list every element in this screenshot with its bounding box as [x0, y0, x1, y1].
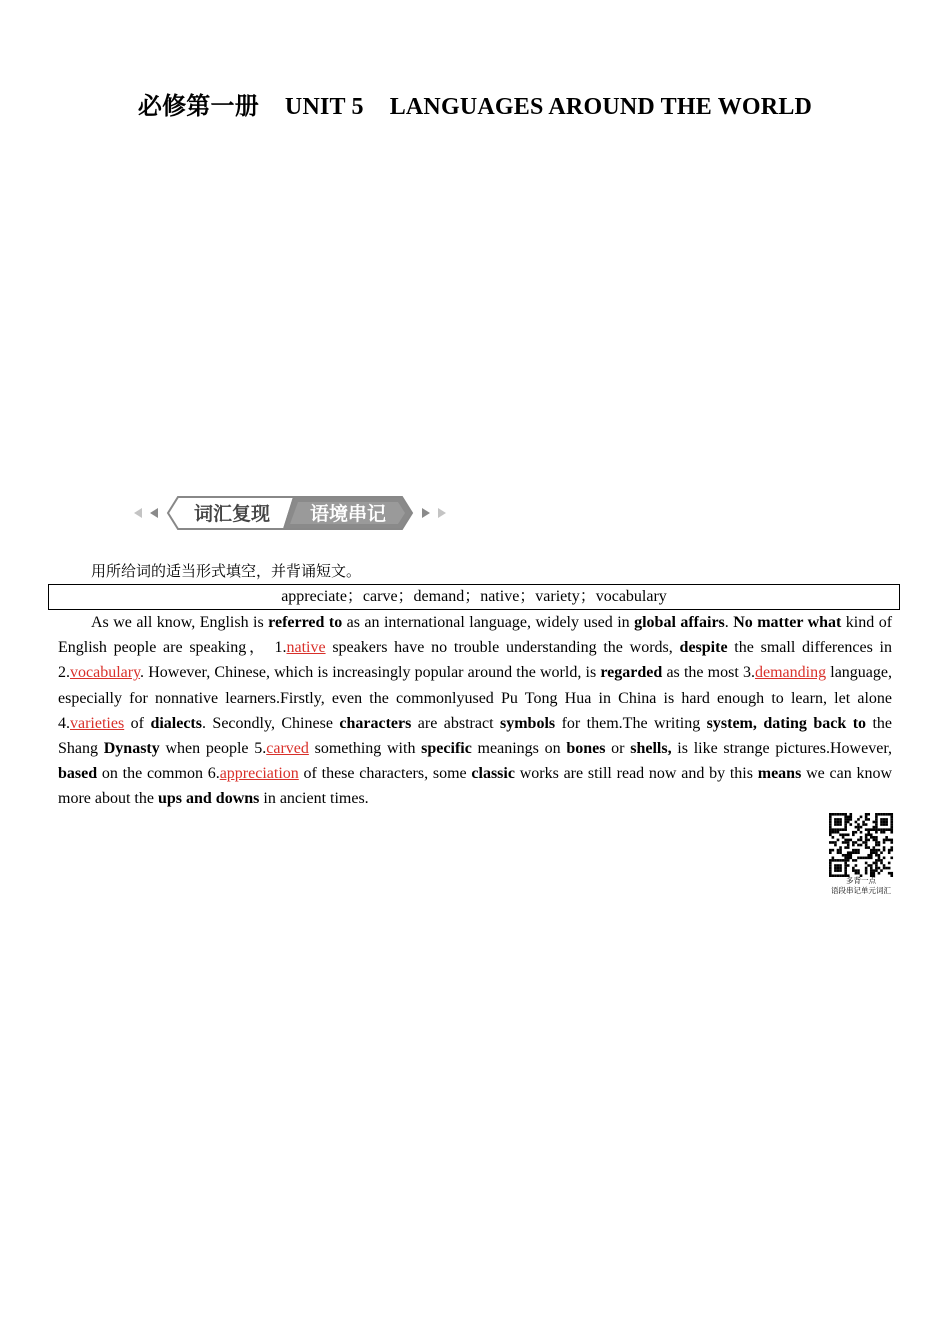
unit-label: UNIT 5 [284, 94, 364, 120]
right-arrows-icon [422, 508, 430, 518]
key-phrase: based [58, 765, 98, 783]
answer-3: demanding [754, 664, 827, 682]
key-phrase: specific [421, 740, 472, 758]
key-phrase: ups and downs [157, 790, 260, 808]
instruction: 用所给词的适当形式填空，并背诵短文。 [91, 562, 362, 580]
key-phrase: global affairs [634, 614, 725, 631]
key-phrase: referred to [268, 614, 343, 631]
qr-code-icon[interactable] [828, 813, 894, 877]
passage: As we all know, English is referred to as an international language, widely used in global affairs. No matter what kind of English people are speaking， 1.native speakers have no trouble understanding the words, despite the small differences in 2.vocabulary. However, Chinese, which is increasingly popular around the world, is regarded as the most 3.demanding language, especially for nonnative learners.Firstly, even the commonlyused Pu Tong Hua in China is hard enough to learn, let alone 4.varieties of dialects. Secondly, Chinese characters are abstract symbols for them.The writing system, dating back to the Shang Dynasty when people 5.carved something with specific meanings on bones or shells, is like strange pictures.However, based on the common 6.appreciation of these characters, some classic works are still read now and by this means we can know more about the ups and downs in ancient times. [58, 614, 893, 808]
key-phrase: symbols [500, 714, 556, 732]
key-phrase: means [757, 765, 802, 783]
key-phrase: despite [679, 639, 728, 657]
answer-1: native [286, 639, 326, 657]
answer-2: vocabulary [70, 664, 141, 682]
key-phrase: characters [339, 714, 412, 732]
banner-left-label: 词汇复现 [193, 503, 271, 525]
unit-title: LANGUAGES AROUND THE WORLD [389, 94, 813, 120]
page-title [0, 86, 950, 121]
banner-right-label: 语境串记 [309, 503, 387, 525]
key-phrase: regarded [600, 664, 663, 682]
section-banner [132, 494, 452, 532]
word-bank: appreciate；carve；demand；native；variety；vocabulary [48, 584, 900, 610]
key-phrase: Dynasty [103, 740, 160, 758]
key-phrase: system, dating back to [706, 714, 867, 732]
key-phrase: classic [471, 765, 515, 783]
key-phrase: shells, [630, 740, 672, 758]
answer-6: appreciation [219, 765, 299, 783]
qr-caption: 多背一点 语段串记单元词汇 [831, 876, 891, 895]
volume-label: 必修第一册 [137, 94, 259, 120]
key-phrase: dialects [150, 714, 202, 732]
key-phrase: bones [566, 740, 606, 758]
answer-4: varieties [70, 714, 125, 732]
key-phrase: No matter what [733, 614, 842, 631]
answer-5: carved [266, 740, 309, 758]
left-arrows-icon [134, 508, 142, 518]
